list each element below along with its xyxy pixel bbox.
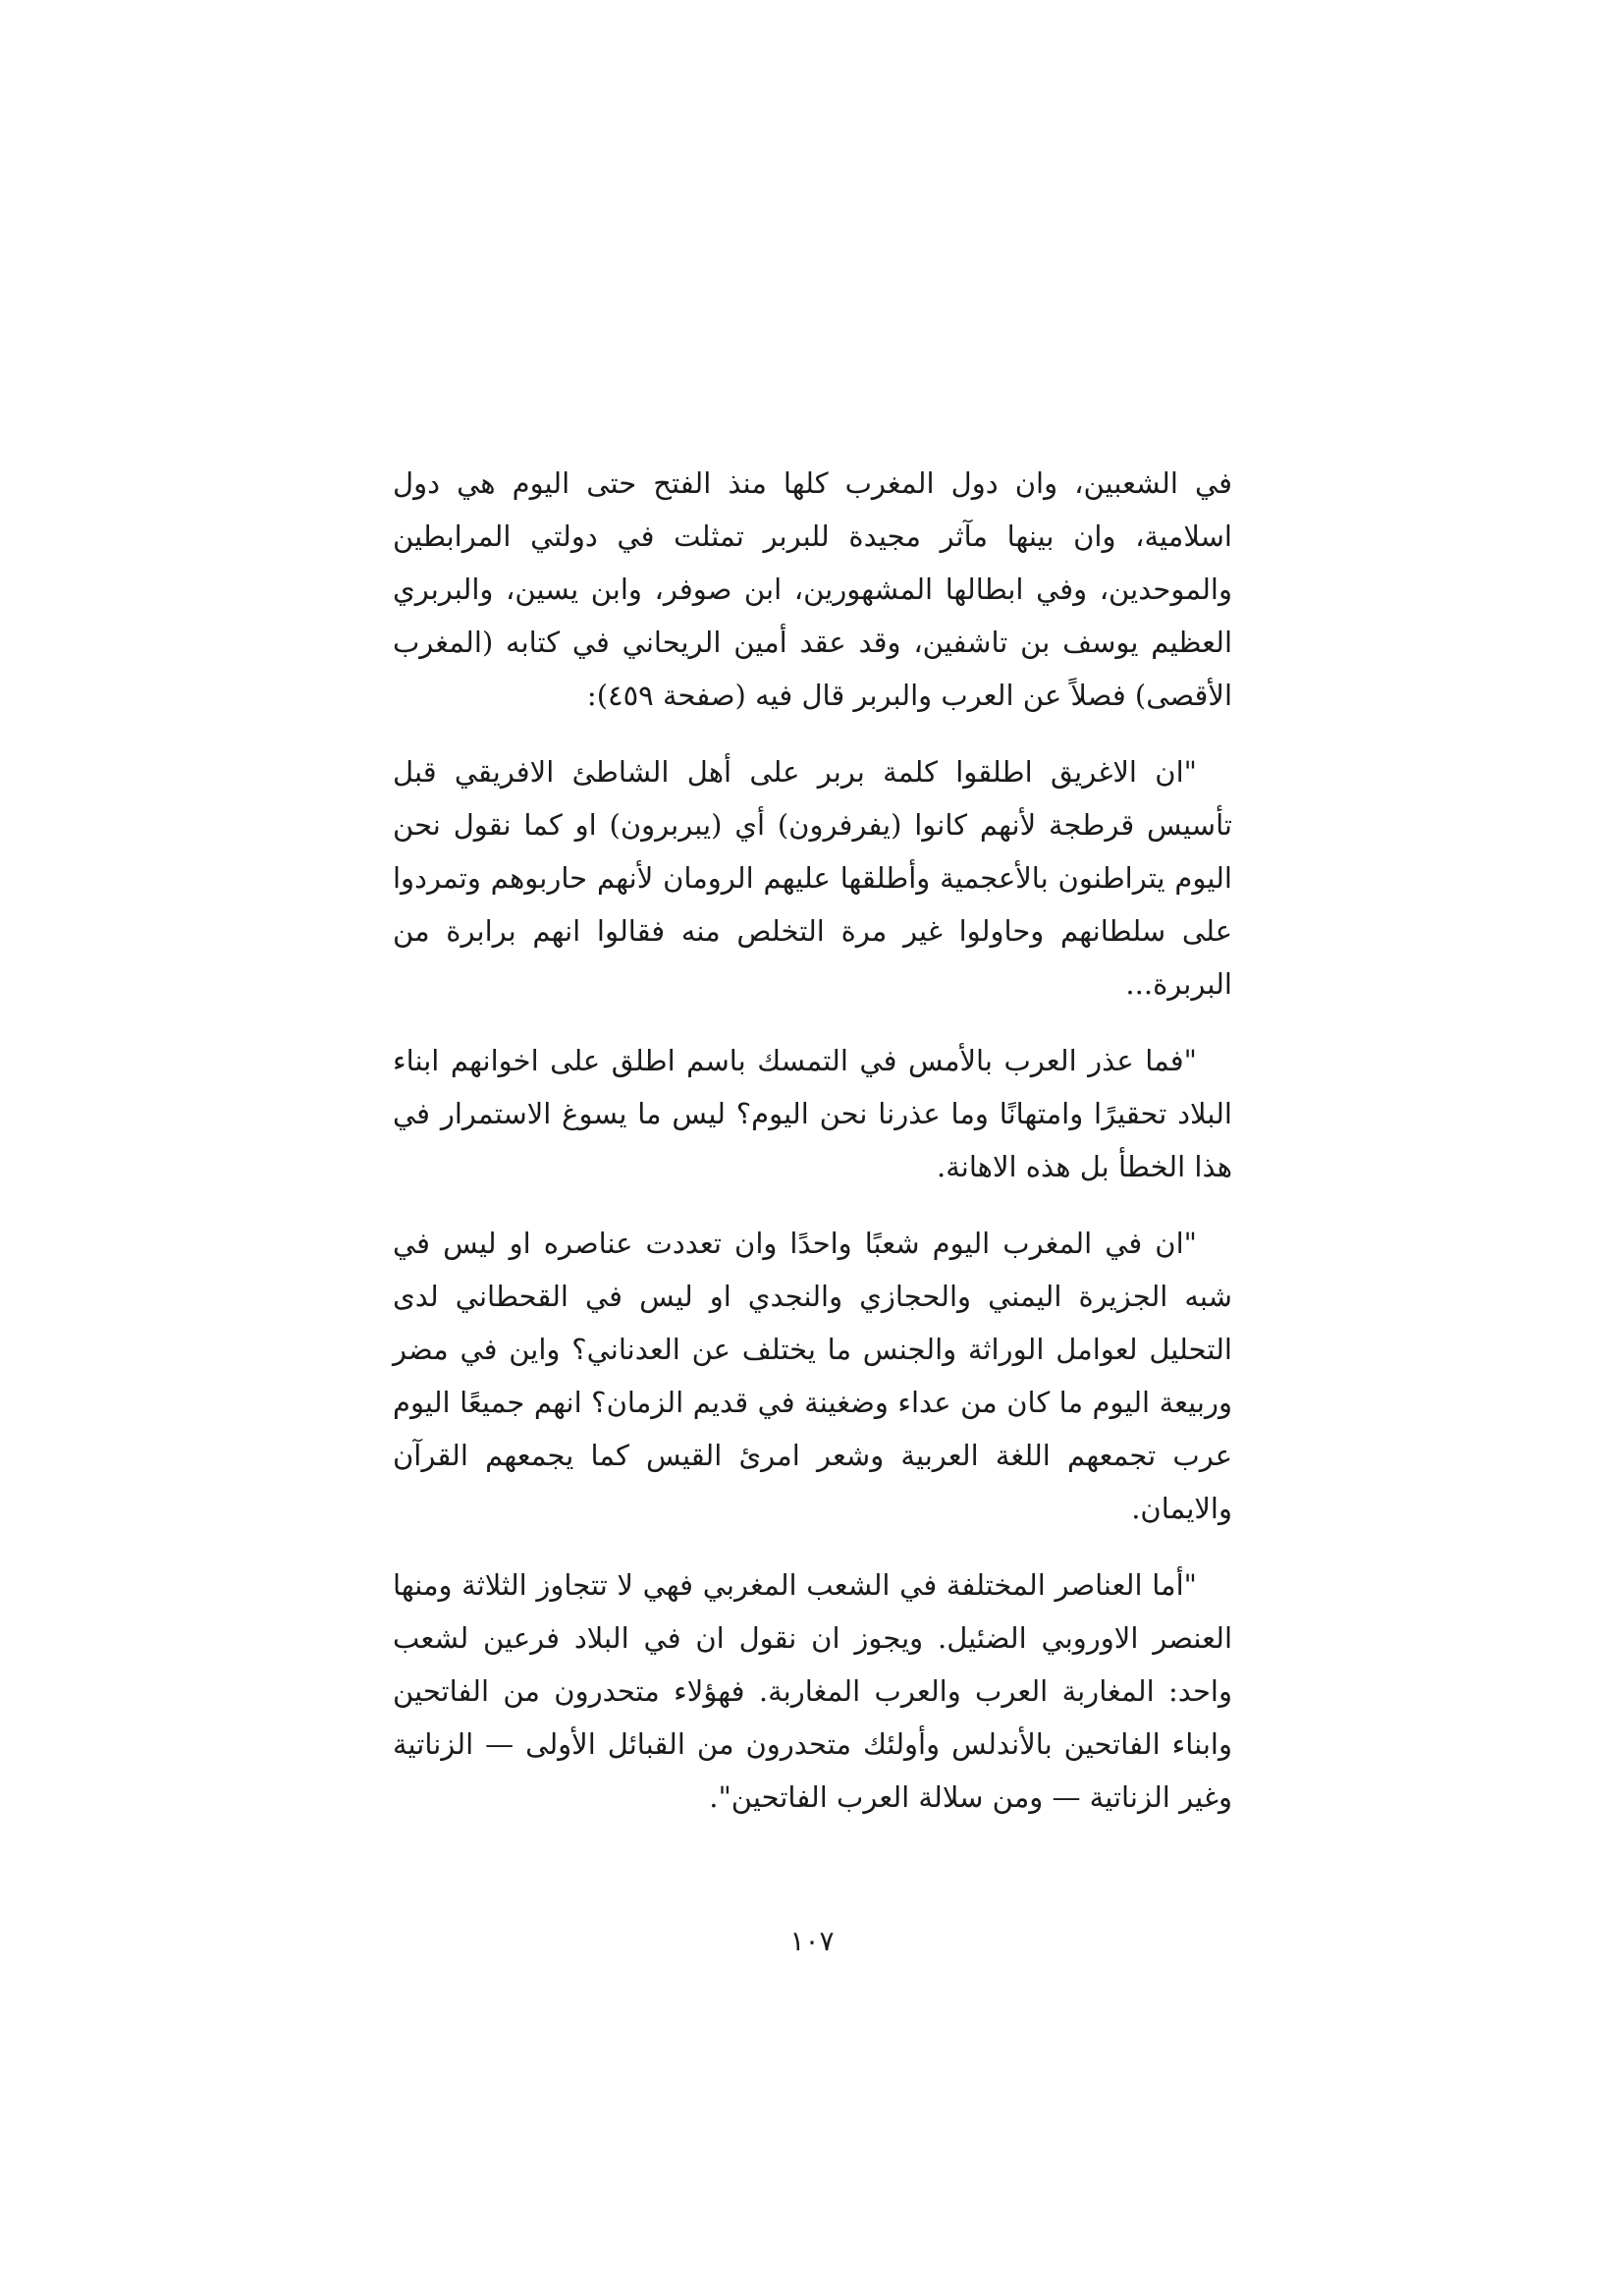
paragraph-1: في الشعبين، وان دول المغرب كلها منذ الفتح حتى اليوم هي دول اسلامية، وان بينها مآثر مجيدة للبربر تمثلت في دولتي المرابطين والموحدين، وفي ابطالها المشهورين، ابن صوفر، وابن يسين، والبربري العظيم يوسف بن تاشفين، وقد عقد أمين الريحاني في كتابه (المغرب الأقصى) فصلاً عن العرب والبربر قال فيه (صفحة ٤٥٩): <box>393 466 1232 712</box>
body-text <box>393 457 1232 1847</box>
paragraph-3-quote: "فما عذر العرب بالأمس في التمسك باسم اطلق على اخوانهم ابناء البلاد تحقيرًا وامتهانًا وما عذرنا نحن اليوم؟ ليس ما يسوغ الاستمرار في هذا الخطأ بل هذه الاهانة. <box>393 1044 1232 1183</box>
page-number: ١٠٧ <box>789 1925 835 1957</box>
paragraph-2-quote: "ان الاغريق اطلقوا كلمة بربر على أهل الشاطئ الافريقي قبل تأسيس قرطجة لأنهم كانوا (يفرفرون) أي (يبربرون) او كما نقول نحن اليوم يتراطنون بالأعجمية وأطلقها عليهم الرومان لأنهم حاربوهم وتمردوا على سلطانهم وحاولوا غير مرة التخلص منه فقالوا انهم برابرة من البربرة... <box>393 755 1232 1001</box>
paragraph-5-quote: "أما العناصر المختلفة في الشعب المغربي فهي لا تتجاوز الثلاثة ومنها العنصر الاوروبي الضئيل. ويجوز ان نقول ان في البلاد فرعين لشعب واحد: المغاربة العرب والعرب المغاربة. فهؤلاء متحدرون من الفاتحين وابناء الفاتحين بالأندلس وأولئك متحدرون من القبائل الأولى — الزناتية وغير الزناتية — ومن سلالة العرب الفاتحين". <box>393 1568 1232 1814</box>
paragraph-4-quote: "ان في المغرب اليوم شعبًا واحدًا وان تعددت عناصره او ليس في شبه الجزيرة اليمني والحجازي والنجدي او ليس في القحطاني لدى التحليل لعوامل الوراثة والجنس ما يختلف عن العدناني؟ واين في مضر وربيعة اليوم ما كان من عداء وضغينة في قديم الزمان؟ انهم جميعًا اليوم عرب تجمعهم اللغة العربية وشعر امرئ القيس كما يجمعهم القرآن والايمان. <box>393 1227 1232 1525</box>
